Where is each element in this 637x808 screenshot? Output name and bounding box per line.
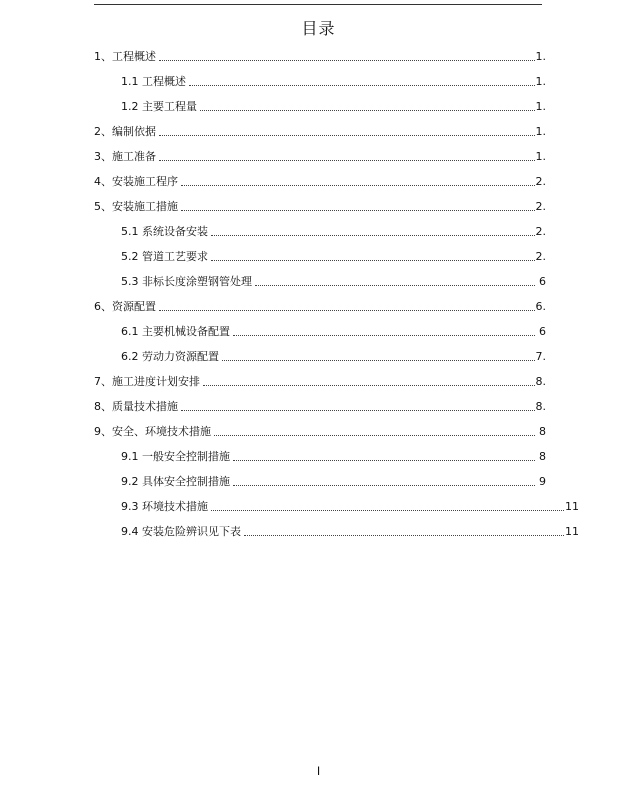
toc-entry[interactable] bbox=[94, 373, 546, 389]
toc-dot-leader bbox=[181, 185, 535, 186]
toc-dot-leader bbox=[244, 535, 564, 536]
toc-entry-label: 5.2 管道工艺要求 bbox=[121, 250, 208, 263]
toc-dot-leader bbox=[159, 310, 535, 311]
toc-entry-label: 1.2 主要工程量 bbox=[121, 100, 197, 113]
toc-dot-leader bbox=[211, 260, 535, 261]
toc-entry-page: 8. bbox=[535, 375, 546, 388]
toc-entry[interactable] bbox=[121, 323, 546, 339]
toc-entry[interactable] bbox=[94, 48, 546, 64]
toc-entry[interactable] bbox=[121, 523, 579, 539]
toc-entry[interactable] bbox=[121, 473, 546, 489]
toc-entry-page: 11 bbox=[565, 525, 579, 538]
toc-entry-page: 11 bbox=[565, 500, 579, 513]
toc-entry[interactable] bbox=[121, 98, 546, 114]
toc-entry[interactable] bbox=[121, 348, 546, 364]
toc-entry[interactable] bbox=[94, 423, 546, 439]
toc-dot-leader bbox=[211, 235, 535, 236]
page-number: I bbox=[316, 764, 321, 778]
toc-entry[interactable] bbox=[121, 223, 546, 239]
header-rule bbox=[94, 4, 542, 5]
toc-entry[interactable] bbox=[94, 173, 546, 189]
toc-entry-page: 1. bbox=[535, 100, 546, 113]
toc-entry-label: 1、工程概述 bbox=[94, 50, 156, 63]
toc-entry-label: 5、安装施工措施 bbox=[94, 200, 178, 213]
toc-entry[interactable] bbox=[94, 123, 546, 139]
toc-dot-leader bbox=[203, 385, 535, 386]
toc-entry-page: 2. bbox=[535, 225, 546, 238]
toc-entry-label: 2、编制依据 bbox=[94, 125, 156, 138]
toc-entry-page: 1. bbox=[535, 125, 546, 138]
toc-entry[interactable] bbox=[121, 498, 579, 514]
toc-entry-label: 9.1 一般安全控制措施 bbox=[121, 450, 230, 463]
toc-entry-label: 1.1 工程概述 bbox=[121, 75, 186, 88]
toc-entry[interactable] bbox=[121, 248, 546, 264]
toc-entry[interactable] bbox=[94, 398, 546, 414]
toc-entry-page: 2. bbox=[535, 250, 546, 263]
toc-dot-leader bbox=[233, 485, 535, 486]
toc-entry-label: 9.3 环境技术措施 bbox=[121, 500, 208, 513]
toc-entry-label: 5.3 非标长度涂塑钢管处理 bbox=[121, 275, 252, 288]
toc-dot-leader bbox=[159, 160, 535, 161]
toc-entry-label: 5.1 系统设备安装 bbox=[121, 225, 208, 238]
toc-entry[interactable] bbox=[94, 198, 546, 214]
toc-entry-page: 2. bbox=[535, 175, 546, 188]
toc-entry-page: 2. bbox=[535, 200, 546, 213]
toc-dot-leader bbox=[214, 435, 535, 436]
toc-entry-label: 4、安装施工程序 bbox=[94, 175, 178, 188]
toc-entry-page: 1. bbox=[535, 50, 546, 63]
toc-dot-leader bbox=[255, 285, 535, 286]
toc-entry-page: 1. bbox=[535, 150, 546, 163]
toc-entry-label: 9、安全、环境技术措施 bbox=[94, 425, 211, 438]
toc-entry-page: 6. bbox=[535, 300, 546, 313]
toc-entry[interactable] bbox=[94, 298, 546, 314]
toc-entry-label: 3、施工准备 bbox=[94, 150, 156, 163]
toc-dot-leader bbox=[189, 85, 535, 86]
toc-dot-leader bbox=[211, 510, 564, 511]
toc-entry[interactable] bbox=[121, 73, 546, 89]
toc-dot-leader bbox=[233, 460, 535, 461]
toc-entry-label: 6、资源配置 bbox=[94, 300, 156, 313]
toc-entry-label: 6.2 劳动力资源配置 bbox=[121, 350, 219, 363]
toc-entry-label: 6.1 主要机械设备配置 bbox=[121, 325, 230, 338]
toc-entry-page: 8 bbox=[539, 450, 546, 463]
toc-dot-leader bbox=[222, 360, 535, 361]
toc-entry-page: 8 bbox=[539, 425, 546, 438]
toc-entry-page: 8. bbox=[535, 400, 546, 413]
toc-dot-leader bbox=[233, 335, 535, 336]
toc-entry-page: 7. bbox=[535, 350, 546, 363]
toc-entry-page: 1. bbox=[535, 75, 546, 88]
toc-entry-label: 8、质量技术措施 bbox=[94, 400, 178, 413]
toc-entry-page: 6 bbox=[539, 275, 546, 288]
toc-dot-leader bbox=[181, 410, 535, 411]
toc-entry[interactable] bbox=[121, 448, 546, 464]
toc-dot-leader bbox=[181, 210, 535, 211]
toc-entry[interactable] bbox=[121, 273, 546, 289]
toc-entry[interactable] bbox=[94, 148, 546, 164]
toc-dot-leader bbox=[159, 60, 535, 61]
toc-entry-label: 9.2 具体安全控制措施 bbox=[121, 475, 230, 488]
toc-entry-page: 6 bbox=[539, 325, 546, 338]
toc-title: 目录 bbox=[301, 19, 336, 38]
toc-entry-page: 9 bbox=[539, 475, 546, 488]
toc-entry-label: 7、施工进度计划安排 bbox=[94, 375, 200, 388]
toc-dot-leader bbox=[159, 135, 535, 136]
toc-entry-label: 9.4 安装危险辨识见下表 bbox=[121, 525, 241, 538]
toc-dot-leader bbox=[200, 110, 535, 111]
